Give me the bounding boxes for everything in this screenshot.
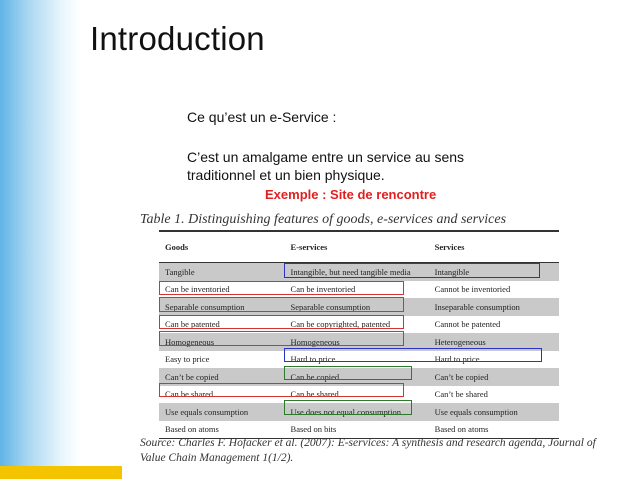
cell: Separable consumption <box>159 298 285 316</box>
cell: Cannot be patented <box>434 319 501 330</box>
cell: Can be inventoried <box>290 284 356 295</box>
cell: Can’t be copied <box>159 368 285 386</box>
cell: Hard to price <box>290 354 336 365</box>
cell: Cannot be inventoried <box>434 284 511 295</box>
cell: Inseparable consumption <box>429 298 559 316</box>
cell: Hard to price <box>434 354 480 365</box>
highlight-box-green-copied <box>284 366 412 380</box>
intro-definition: C’est un amalgame entre un service au sens traditionnel et un bien physique. <box>187 149 465 183</box>
highlight-box-red-inventoried <box>159 281 404 295</box>
header-goods: Goods <box>159 231 285 263</box>
cell: Can be shared <box>290 389 339 400</box>
highlight-box-red-homogeneous <box>159 331 404 346</box>
cell: Homogeneous <box>159 333 285 351</box>
cell: Can be inventoried <box>165 284 230 295</box>
cell: Easy to price <box>165 354 210 365</box>
cell: Can’t be copied <box>429 368 559 386</box>
left-gradient-band <box>0 0 80 479</box>
highlight-box-red-shared <box>159 383 404 397</box>
table-caption: Table 1. Distinguishing features of goods, e-services and services <box>140 212 507 227</box>
table-source: Source: Charles F. Hofacker et al. (2007): E-services: A synthesis and research agenda, Journal of Value Chain Management 1(1/2). <box>140 437 596 464</box>
highlight-box-blue-price <box>284 348 542 362</box>
highlight-box-blue-tangible <box>284 263 540 278</box>
cell: Use equals consumption <box>429 403 559 421</box>
cell: Tangible <box>159 263 285 281</box>
highlight-box-red-separable <box>159 297 404 312</box>
cell: Can be shared <box>165 389 214 400</box>
cell: Heterogeneous <box>429 333 559 351</box>
cell: Use does not equal consumption <box>285 403 429 421</box>
cell: Based on atoms <box>159 421 285 439</box>
header-services: Services <box>429 231 559 263</box>
slide-title: Introduction <box>90 20 265 57</box>
cell: Separable consumption <box>285 298 429 316</box>
cell: Can be copyrighted, patented <box>290 319 391 330</box>
cell: Intangible <box>429 263 559 281</box>
header-e-services: E-services <box>285 231 429 263</box>
intro-question: Ce qu’est un e-Service : <box>187 109 337 125</box>
cell: Intangible, but need tangible media <box>285 263 429 281</box>
bottom-accent-bar <box>0 466 122 479</box>
highlight-box-green-consumption <box>284 400 412 415</box>
cell: Can be patented <box>165 319 220 330</box>
cell: Based on atoms <box>429 421 559 439</box>
cell: Can’t be shared <box>434 389 488 400</box>
cell: Based on bits <box>285 421 429 439</box>
table-header-row <box>159 231 559 263</box>
highlight-box-red-patented <box>159 315 404 329</box>
cell: Homogeneous <box>285 333 429 351</box>
cell: Can be copied <box>285 368 429 386</box>
cell: Use equals consumption <box>159 403 285 421</box>
example-label: Exemple : Site de rencontre <box>265 187 437 202</box>
